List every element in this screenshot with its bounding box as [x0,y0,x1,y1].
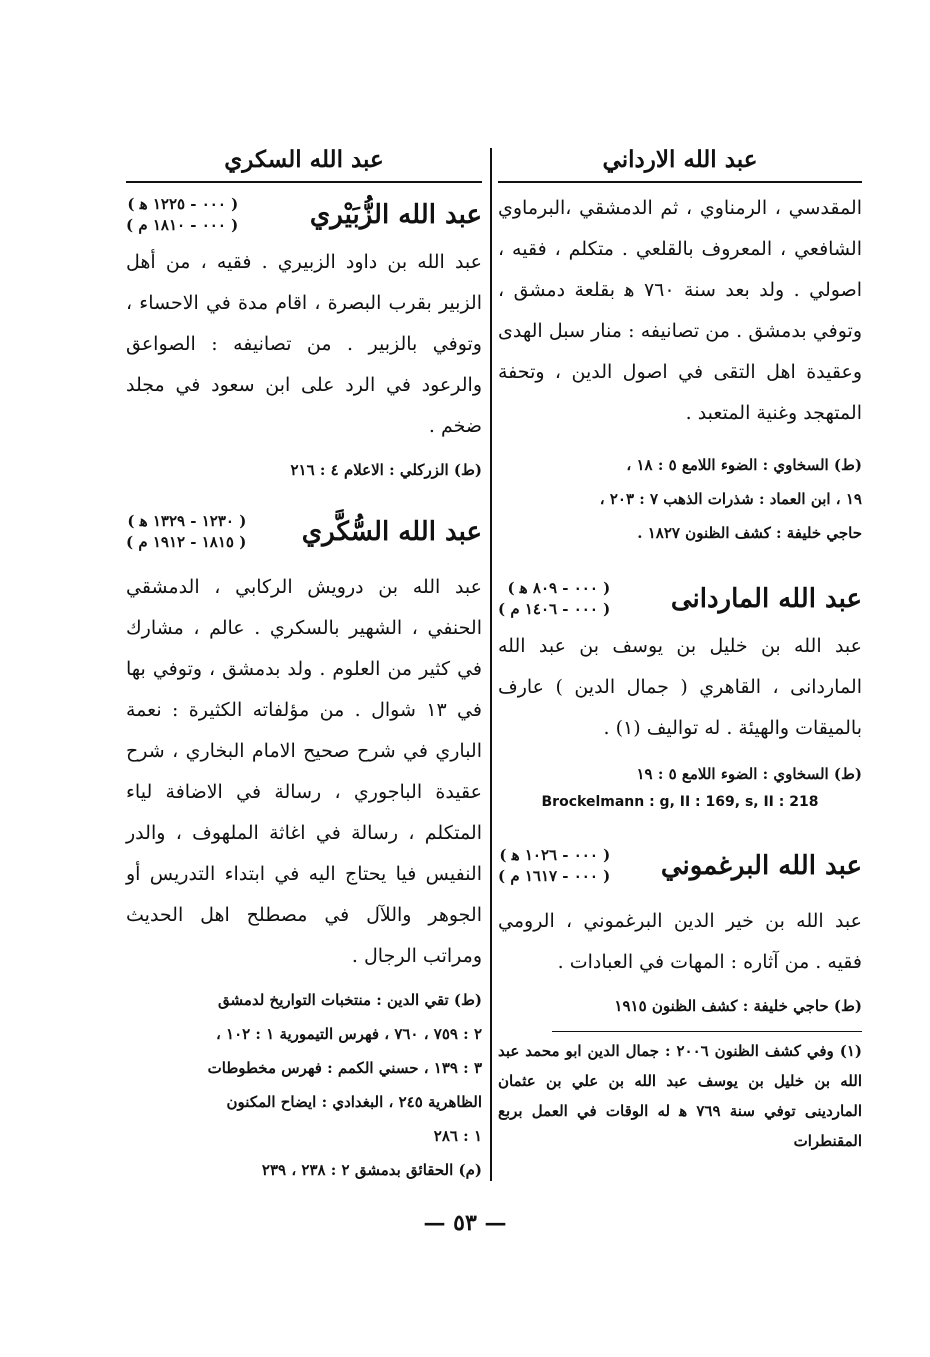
footnote-rule [552,1031,862,1032]
entry-sukkari-dates-greg: ( ١٨١٥ - ١٩١٢ م ) [126,533,247,551]
entry-barghamuni-name: عبد الله البرغموني [660,851,862,881]
entry-sukkari-source-5: ١ : ٢٨٦ [433,1127,482,1145]
entry-sukkari-source-3: ٣ : ١٣٩ ، حسني الكمم : فهرس مخطوطات [207,1059,482,1077]
left-column [126,140,482,1187]
continuation-source-2: ١٩ ، ابن العماد : شذرات الذهب ٧ : ٢٠٣ ، [599,490,862,508]
continuation-text: المقدسي ، الرمناوي ، ثم الدمشقي ،البرماوي الشافعي ، المعروف بالقلعي . متكلم ، فقيه ، اصولي . ولد بعد سنة ٧٦٠ ﻫ بقلعة دمشق ، وتوفي بدمشق . من تصانيفه : منار سبل الهدى وعقيدة اهل التقى في اصول الدين ، وتحفة المتهجد وغنية المتعبد . [498,197,862,424]
entry-barghamuni-source: (ط) حاجي خليفة : كشف الظنون ١٩١٥ [614,997,862,1015]
entry-barghamuni-dates-hijri: ( ٠٠٠ - ١٠٢٦ ﻫ ) [499,846,611,864]
entry-zubayri-dates-greg: ( ٠٠٠ - ١٨١٠ م ) [126,216,239,234]
entry-mardani-name: عبد الله الماردانى [670,584,862,614]
entry-zubayri-name: عبد الله الزُّبَيْري [309,200,482,230]
entry-zubayri-dates [126,194,238,236]
entry-mardani-source-latin: Brockelmann : g, II : 169, s, II : 218 [541,794,819,810]
right-running-head: عبد الله الارداني [602,146,758,173]
entry-sukkari-source-1: (ط) تقي الدين : منتخبات التواريخ لدمشق [217,991,482,1009]
footnote: (١) وفي كشف الظنون ٢٠٠٦ : جمال الدين ابو محمد عبد الله بن خليل بن يوسف عبد الله بن علي بن عثمان الماردينى توفي سنة ٧٦٩ ﻫ له الوقات في العمل بربع المقنطرات [498,1042,862,1150]
continuation-source-3: حاجي خليفة : كشف الظنون ١٨٢٧ . [637,524,862,542]
entry-sukkari-name: عبد الله السُّكَّري [301,517,482,547]
continuation-source-1: (ط) السخاوي : الضوء اللامع ٥ : ١٨ ، [626,456,862,474]
entry-zubayri-source: (ط) الزركلي : الاعلام ٤ : ٢١٦ [290,461,482,479]
right-column [498,140,862,1156]
page-number: — ٥٣ — [423,1210,507,1236]
entry-sukkari-source-4: الظاهرية ٢٤٥ ، البغدادي : ايضاح المكنون [226,1093,482,1111]
entry-zubayri-heading [126,194,482,236]
entry-zubayri-dates-hijri: ( ٠٠٠ - ١٢٢٥ ﻫ ) [127,195,239,213]
entry-mardani-heading [498,578,862,620]
column-divider [490,148,492,1181]
entry-barghamuni-heading [498,845,862,887]
entry-mardani-source: (ط) السخاوي : الضوء اللامع ٥ : ١٩ [636,765,862,783]
entry-sukkari-dates [126,511,246,553]
entry-sukkari-heading [126,511,482,553]
entry-zubayri-text: عبد الله بن داود الزبيري . فقيه ، من أهل الزبير بقرب البصرة ، اقام مدة في الاحساء ، وتوفي بالزبير . من تصانيفه : الصواعق والرعود في الرد على ابن سعود في مجلد ضخم . [126,251,482,437]
entry-barghamuni-text: عبد الله بن خير الدين البرغموني ، الرومي فقيه . من آثاره : المهات في العبادات . [498,910,862,973]
left-running-head: عبد الله السكري [224,146,384,173]
entry-mardani-dates [498,578,610,620]
entry-mardani-text: عبد الله بن خليل بن يوسف بن عبد الله الماردانى ، القاهري ( جمال الدين ) عارف بالميقات والهيئة . له تواليف (١) . [498,635,862,739]
entry-sukkari-text: عبد الله بن درويش الركابي ، الدمشقي الحنفي ، الشهير بالسكري . عالم ، مشارك في كثير من العلوم . ولد بدمشق ، وتوفي بها في ١٣ شوال . من مؤلفاته الكثيرة : نعمة الباري في شرح صحيح الامام البخاري ، شرح عقيدة الباجوري ، رسالة في الاضافة لياء المتكلم ، رسالة في اغاثة الملهوف ، والدر النفيس فيا يحتاج اليه في ابتداء التدريس أو الجوهر واللآل في مصطلح اهل الحديث ومراتب الرجال . [126,576,482,967]
entry-sukkari-source-6: (م) الحقائق بدمشق ٢ : ٢٣٨ ، ٢٣٩ [261,1161,482,1179]
entry-mardani-dates-hijri: ( ٠٠٠ - ٨٠٩ ﻫ ) [507,579,611,597]
entry-sukkari-source-2: ٢ : ٧٥٩ ، ٧٦٠ ، فهرس التيمورية ١ : ١٠٢ ، [215,1025,482,1043]
entry-barghamuni-dates-greg: ( ٠٠٠ - ١٦١٧ م ) [498,867,611,885]
entry-mardani-dates-greg: ( ٠٠٠ - ١٤٠٦ م ) [498,600,611,618]
entry-sukkari-dates-hijri: ( ١٢٣٠ - ١٣٢٩ ﻫ ) [127,512,247,530]
entry-barghamuni-dates [498,845,610,887]
